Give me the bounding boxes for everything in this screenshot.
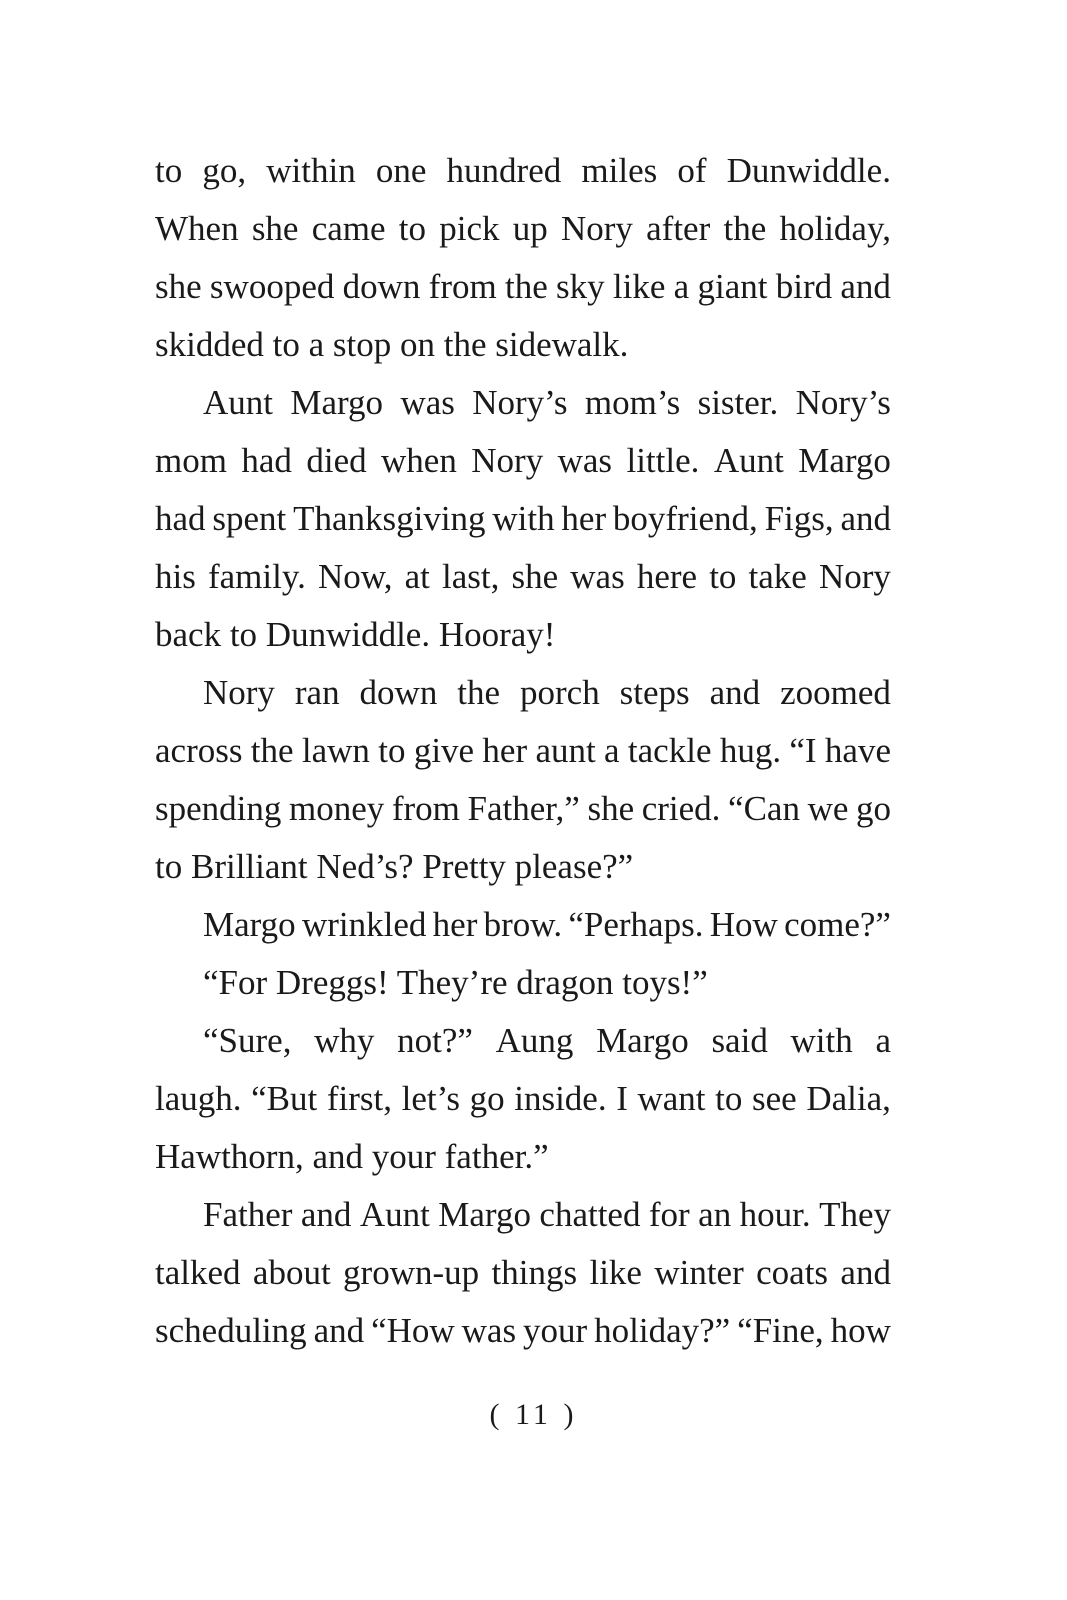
word: her [432,905,478,944]
word: laugh. [155,1079,242,1118]
word: “I [789,731,817,770]
word: family. [207,557,306,596]
word: steps [619,673,690,712]
text-line: to Brilliant Ned’s? Pretty please?” [155,847,634,886]
word: a [673,267,690,306]
text-line: Hawthorn, and your father.” [155,1137,549,1176]
word: see [752,1079,797,1118]
word: her [482,731,528,770]
word: Nory [560,209,633,248]
word: up [512,209,548,248]
text-line [155,1186,891,1244]
folio-close-paren: ) [563,1398,578,1431]
page-number [0,1398,1067,1432]
word: not?” [397,1021,473,1060]
word: have [824,731,891,770]
word: the [457,673,501,712]
word: to [155,151,183,190]
text-line [155,1070,891,1128]
word: we [807,789,849,828]
word: died [306,441,367,480]
word: a [875,1021,891,1060]
word: about [252,1253,331,1292]
word: things [491,1253,578,1292]
word: swooped [209,267,335,306]
text-line [155,1244,891,1302]
word: to [709,557,737,596]
word: They [819,1195,891,1234]
word: like [612,267,666,306]
word: mom’s [584,383,681,422]
word: Thanksgiving [293,499,486,538]
text-line [155,432,891,490]
word: give [413,731,475,770]
word: sky [556,267,605,306]
word: the [723,209,767,248]
word: Aunt [203,383,273,422]
word: said [711,1021,768,1060]
word: down [359,673,438,712]
word: zoomed [780,673,891,712]
word: one [375,151,427,190]
word: and [840,267,891,306]
word: of [677,151,707,190]
word: go [855,789,891,828]
text-line [155,896,891,954]
word: the [250,731,294,770]
word: and [840,499,891,538]
word: winter [654,1253,744,1292]
word: How [709,905,778,944]
word: her [561,499,607,538]
word: giant [697,267,768,306]
text-line: “For Dreggs! They’re dragon toys!” [203,963,708,1002]
word: spending [155,789,282,828]
folio-number: 11 [515,1398,552,1431]
word: holiday?” [594,1311,731,1350]
word: cried. [641,789,721,828]
word: Margo [798,441,891,480]
word: Margo [290,383,384,422]
word: hour. [739,1195,811,1234]
word: and [313,1311,365,1350]
word: holiday, [779,209,891,248]
word: come?” [784,905,891,944]
word: was [570,557,625,596]
word: last, [442,557,500,596]
word: Aunt [359,1195,430,1234]
text-line [155,490,891,548]
word: brow. [483,905,563,944]
word: with [492,499,555,538]
word: she [251,209,299,248]
word: “How [371,1311,455,1350]
body-text [155,142,891,1360]
word: ran [294,673,340,712]
text-line [155,200,891,258]
word: Aunt [713,441,784,480]
text-line: back to Dunwiddle. Hooray! [155,615,556,654]
folio-open-paren: ( [489,1398,504,1431]
word: little. [626,441,700,480]
word: had [241,441,292,480]
word: hug. [719,731,782,770]
word: after [646,209,711,248]
word: talked [155,1253,241,1292]
word: Nory [818,557,891,596]
word: had [155,499,206,538]
word: bird [775,267,833,306]
text-line: skidded to a stop on the sidewalk. [155,325,629,364]
word: Nory [203,673,275,712]
word: boyfriend, [612,499,758,538]
word: scheduling [155,1311,307,1350]
word: Aung [495,1021,574,1060]
word: coats [756,1253,829,1292]
word: grown-up [343,1253,480,1292]
word: why [314,1021,375,1060]
word: a [604,731,620,770]
word: down [342,267,421,306]
word: Father,” [467,789,580,828]
word: how [830,1311,891,1350]
word: and [840,1253,891,1292]
word: hundred [446,151,562,190]
word: and [709,673,761,712]
word: mom [155,441,227,480]
word: like [589,1253,642,1292]
word: “Can [728,789,800,828]
word: miles [581,151,658,190]
word: “Fine, [737,1311,824,1350]
text-line [155,1302,891,1360]
word: was [400,383,455,422]
word: the [504,267,548,306]
word: inside. [514,1079,607,1118]
word: Dalia, [806,1079,891,1118]
text-line [155,374,891,432]
word: Nory’s [472,383,568,422]
word: “Perhaps. [568,905,704,944]
word: when [381,441,457,480]
word: she [587,789,635,828]
word: porch [520,673,600,712]
word: When [155,209,239,248]
word: “But [251,1079,318,1118]
word: wrinkled [301,905,427,944]
word: within [266,151,356,190]
word: spent [212,499,287,538]
word: tackle [627,731,712,770]
word: to [378,731,406,770]
text-line [155,1012,891,1070]
word: Nory’s [795,383,891,422]
text-line [155,780,891,838]
text-line [155,258,891,316]
word: and [300,1195,352,1234]
word: aunt [535,731,596,770]
word: Margo [203,905,296,944]
word: with [790,1021,853,1060]
word: Now, [317,557,393,596]
word: was [461,1311,517,1350]
text-line [155,142,891,200]
word: pick [439,209,500,248]
word: “Sure, [203,1021,292,1060]
word: Nory [471,441,544,480]
word: across [155,731,243,770]
word: first, [326,1079,393,1118]
text-line [155,722,891,780]
word: Margo [438,1195,531,1234]
word: I [616,1079,628,1118]
word: was [557,441,613,480]
text-line [155,548,891,606]
word: go, [202,151,247,190]
word: Figs, [764,499,834,538]
word: at [404,557,430,596]
word: Father [203,1195,293,1234]
word: came [311,209,386,248]
word: money [289,789,385,828]
word: she [155,267,202,306]
word: his [155,557,196,596]
word: from [391,789,460,828]
word: to [398,209,426,248]
word: to [715,1079,743,1118]
word: chatted [539,1195,641,1234]
word: your [523,1311,588,1350]
word: lawn [301,731,370,770]
word: for [648,1195,690,1234]
word: from [428,267,497,306]
word: Dunwiddle. [726,151,891,190]
word: she [511,557,559,596]
word: an [698,1195,732,1234]
word: here [636,557,698,596]
word: take [748,557,807,596]
word: let’s [401,1079,460,1118]
word: go [469,1079,505,1118]
word: want [637,1079,706,1118]
word: Margo [596,1021,689,1060]
word: sister. [697,383,779,422]
text-line [155,664,891,722]
